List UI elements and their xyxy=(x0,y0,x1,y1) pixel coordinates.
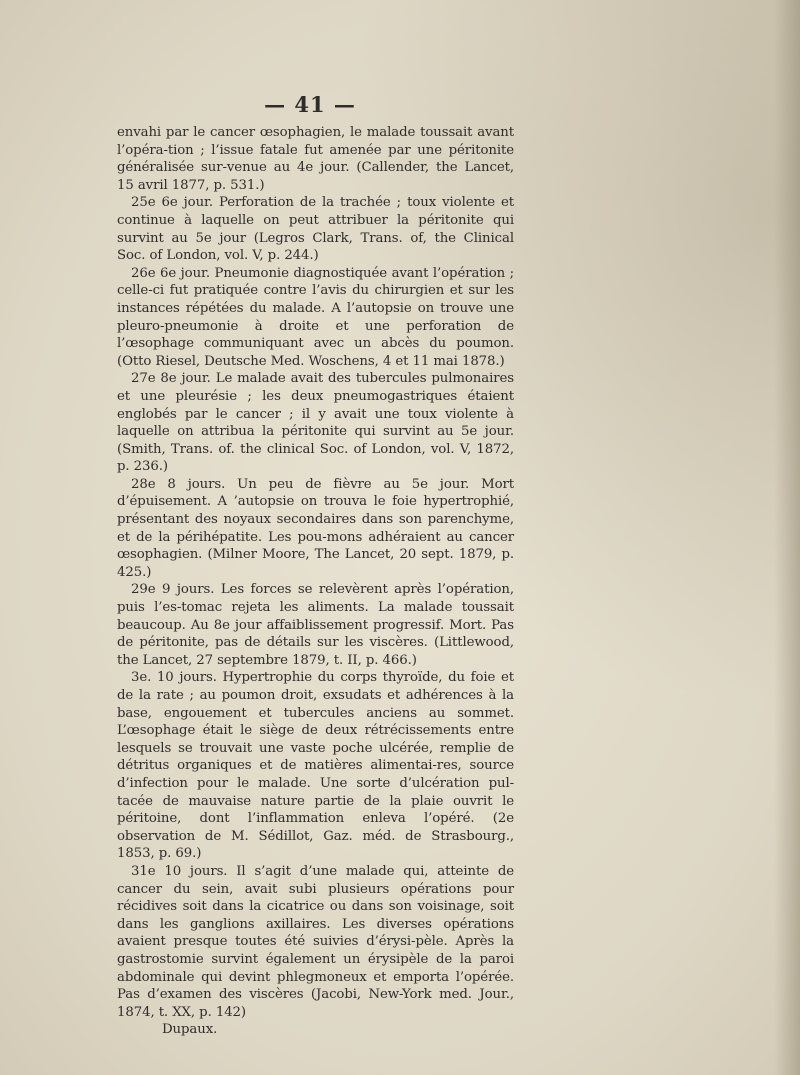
page-edge-shadow xyxy=(774,0,800,1075)
paragraph-case-28: 28e 8 jours. Un peu de fièvre au 5e jour. Mort d’épuisement. A ’autopsie on trouva le foie hypertrophié, présentant des noyaux secondaires dans son parenchyme, et de la périhépatite. Les pou-mons adhéraient au cancer œsophagien. (Milner Moore, The Lancet, 20 sept. 1879, p. 425.) xyxy=(117,476,514,580)
paragraph-case-31: 31e 10 jours. Il s’agit d’une malade qui, atteinte de cancer du sein, avait subi plusieurs opérations pour récidives soit dans la cicatrice ou dans son voisinage, soit dans les ganglions axillaires. Les diverses opérations avaient presque toutes été suivies d’érysi-pèle. Après la gastrostomie survint également un érysipèle de la paroi abdominale qui devint phlegmoneux et emporta l’opérée. Pas d’examen des viscères (Jacobi, New-York med. Jour., 1874, t. XX, p. 142) xyxy=(117,863,514,1020)
paragraph-case-27: 27e 8e jour. Le malade avait des tubercules pulmonaires et une pleurésie ; les deux pneumogastriques étaient englobés par le cancer ; il y avait une toux violente à laquelle on attribua la péritonite qui survint au 5e jour. (Smith, Trans. of. the clinical Soc. of London, vol. V, 1872, p. 236.) xyxy=(117,371,514,475)
paragraph-case-25: 25e 6e jour. Perforation de la trachée ; toux violente et continue à laquelle on peut attribuer la péritonite qui survint au 5e jour (Legros Clark, Trans. of, the Clinical Soc. of London, vol. V, p. 244.) xyxy=(117,195,514,264)
paragraph-continuation: envahi par le cancer œsophagien, le malade toussait avant l’opéra-tion ; l’issue fatale fut amenée par une péritonite généralisée sur-venue au 4e jour. (Callender, the Lancet, 15 avril 1877, p. 531.) xyxy=(117,125,514,193)
paragraph-case-30: 3e. 10 jours. Hypertrophie du corps thyroïde, du foie et de la rate ; au poumon droit, exsudats et adhérences à la base, engouement et tubercules anciens au sommet. L’œsophage était le siège de deux rétrécissements entre lesquels se trouvait une vaste poche ulcérée, remplie de détritus organiques et de matières alimentai-res, source d’infection pour le malade. Une sorte d’ulcération pul-tacée de mauvaise nature partie de la plaie ouvrit le péritoine, dont l’inflammation enleva l’opéré. (2e observation de M. Sédillot, Gaz. méd. de Strasbourg., 1853, p. 69.) xyxy=(117,670,514,862)
page-number: — 41 — xyxy=(264,92,356,117)
author-signature: Dupaux. xyxy=(162,1022,218,1038)
body-text xyxy=(117,124,514,1039)
paragraph-case-29: 29e 9 jours. Les forces se relevèrent après l’opération, puis l’es-tomac rejeta les aliments. La malade toussait beaucoup. Au 8e jour affaiblissement progressif. Mort. Pas de péritonite, pas de détails sur les viscères. (Littlewood, the Lancet, 27 septembre 1879, t. II, p. 466.) xyxy=(117,582,514,668)
paragraph-case-26: 26e 6e jour. Pneumonie diagnostiquée avant l’opération ; celle-ci fut pratiquée contre l’avis du chirurgien et sur les instances répétées du malade. A l’autopsie on trouve une pleuro-pneumonie à droite et une perforation de l’œsophage communiquant avec un abcès du poumon. (Otto Riesel, Deutsche Med. Woschens, 4 et 11 mai 1878.) xyxy=(117,265,514,369)
